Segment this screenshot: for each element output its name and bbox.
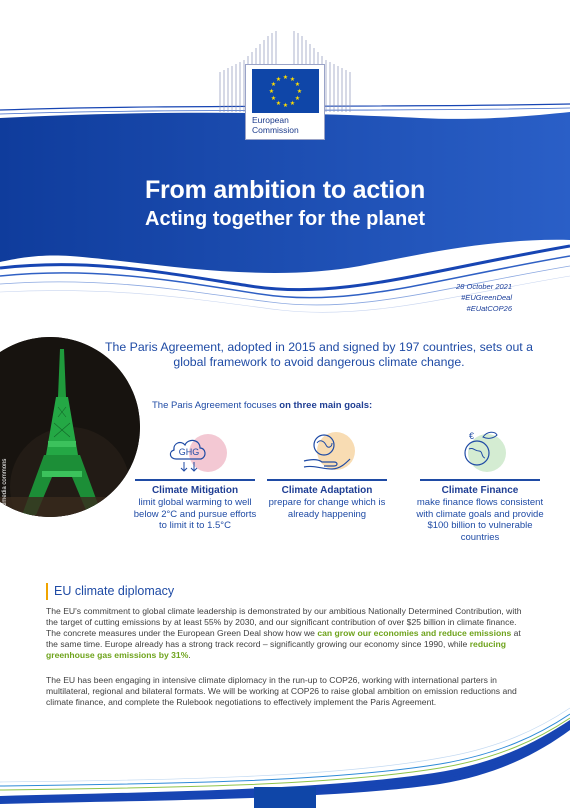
goal-title: Climate Adaptation — [281, 485, 373, 496]
svg-text:★: ★ — [282, 74, 289, 81]
ghg-cloud-icon — [150, 425, 240, 475]
goal-divider — [135, 479, 255, 481]
publication-date: 28 October 2021 — [456, 282, 512, 291]
svg-text:★: ★ — [294, 81, 301, 88]
goal-divider — [420, 479, 540, 481]
header — [0, 0, 570, 150]
eu-flag-icon — [252, 69, 319, 113]
svg-text:★: ★ — [268, 88, 275, 95]
goal-title: Climate Finance — [441, 485, 519, 496]
svg-text:★: ★ — [270, 81, 277, 88]
logo-line-2: Commission — [252, 125, 299, 135]
svg-text:★: ★ — [270, 95, 277, 102]
goal-finance — [410, 425, 550, 543]
logo-line-1: European — [252, 115, 289, 125]
goal-divider — [267, 479, 387, 481]
svg-text:★: ★ — [289, 76, 296, 83]
goals-lead-bold: on three main goals: — [279, 400, 373, 411]
goal-text: prepare for change which is already happening — [268, 497, 386, 520]
goal-title: Climate Mitigation — [151, 485, 239, 496]
highlight-text: can grow our economies and reduce emissions — [317, 628, 512, 638]
page-title: From ambition to action — [144, 176, 426, 204]
svg-text:★: ★ — [275, 100, 282, 107]
ghg-label: GHG — [178, 447, 200, 457]
section-heading: EU climate diplomacy — [46, 583, 174, 600]
svg-text:★: ★ — [296, 88, 303, 95]
publication-meta — [456, 281, 512, 314]
page-subtitle: Acting together for the planet — [145, 208, 425, 230]
goal-adaptation — [262, 425, 392, 520]
european-commission-logo — [245, 64, 325, 140]
green-globe-icon — [435, 425, 525, 475]
goals-lead — [152, 400, 372, 411]
intro-text: The Paris Agreement, adopted in 2015 and signed by 197 countries, sets out a global framework to avoid dangerous climate change. — [105, 340, 533, 369]
svg-text:★: ★ — [289, 100, 296, 107]
euro-label: € — [469, 431, 475, 441]
diplomacy-paragraph-2: The EU has been engaging in intensive climate diplomacy in the run-up to COP26, working with international parters in multilateral, regional and bilateral formats. We will be working at COP26 to raise global ambition on emission reductions and climate finance, and complete the Rulebook negotiations to effectively implement the Paris Agreement. — [46, 675, 517, 707]
paragraph-text: The EU's commitment to global climate leadership is demonstrated by our ambitious Nationally Determined Contribution, with the target of cutting emissions by at least 55% by 2030, and our significant contribution of over $25 billion in climate finance. The concrete measures under the European Green Deal show how we — [46, 606, 522, 638]
footer-tab — [254, 787, 316, 808]
goal-text: make finance flows consistent with climate goals and provide $100 billion to vulnerable countries — [416, 497, 544, 543]
svg-text:★: ★ — [275, 76, 282, 83]
goal-text: limit global warming to well below 2°C and pursue efforts to limit it to 1.5°C — [133, 497, 257, 531]
paragraph-text: . — [188, 650, 191, 660]
globe-hand-icon — [282, 425, 372, 475]
goals-lead-prefix: The Paris Agreement focuses — [152, 400, 280, 411]
hashtag-cop26[interactable]: #EUatCOP26 — [466, 304, 512, 313]
goal-mitigation — [130, 425, 260, 532]
svg-text:★: ★ — [282, 102, 289, 109]
hashtag-greendeal[interactable]: #EUGreenDeal — [461, 293, 512, 302]
svg-text:★: ★ — [294, 95, 301, 102]
photo-credit: © Wikimedia commons — [2, 458, 8, 520]
diplomacy-paragraph-1 — [46, 606, 530, 661]
paragraph-text: at the same time. Europe already has a strong track record – significantly growing our economy since 1990, while — [46, 628, 521, 649]
highlight-text: reducing greenhouse gas emissions by 31% — [46, 639, 506, 660]
logo-text — [252, 115, 299, 135]
